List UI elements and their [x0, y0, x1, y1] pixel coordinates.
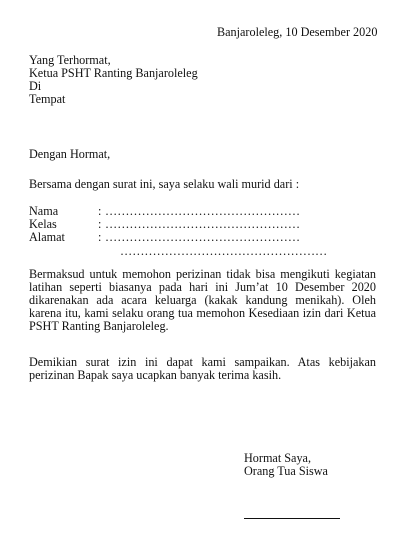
address-colon: :: [98, 230, 102, 244]
recipient-place: Tempat: [29, 92, 66, 106]
address-label: Alamat: [29, 230, 65, 244]
name-dots: …………………………………………: [105, 204, 300, 218]
closing-regards: Hormat Saya,: [244, 451, 312, 465]
place-date: Banjaroleleg, 10 Desember 2020: [217, 25, 378, 39]
signer-role: Orang Tua Siswa: [244, 464, 328, 478]
name-colon: :: [98, 204, 102, 218]
name-label: Nama: [29, 204, 59, 218]
recipient-di: Di: [29, 79, 42, 93]
address-dots-continuation: ……………………………………………: [120, 244, 328, 258]
intro-line: Bersama dengan surat ini, saya selaku wali murid dari :: [29, 177, 300, 191]
recipient-salutation: Yang Terhormat,: [29, 53, 111, 67]
signature-line: [244, 518, 340, 519]
class-label: Kelas: [29, 217, 57, 231]
greeting: Dengan Hormat,: [29, 147, 111, 161]
class-colon: :: [98, 217, 102, 231]
class-dots: …………………………………………: [105, 217, 300, 231]
recipient-addressee: Ketua PSHT Ranting Banjaroleleg: [29, 66, 198, 80]
paragraph-request: Bermaksud untuk memohon perizinan tidak bisa mengikuti kegiatan latihan seperti biasanya pada hari ini Jum’at 10 Desember 2020 dikarenakan ada acara keluarga (kakak kandung menikah). Oleh karena itu, kami selaku orang tua memohon Kesediaan izin dari Ketua PSHT Ranting Banjaroleleg.: [29, 267, 376, 333]
paragraph-closing: Demikian surat izin ini dapat kami sampaikan. Atas kebijakan perizinan Bapak saya ucapkan banyak terima kasih.: [29, 355, 376, 382]
address-dots: …………………………………………: [105, 230, 300, 244]
